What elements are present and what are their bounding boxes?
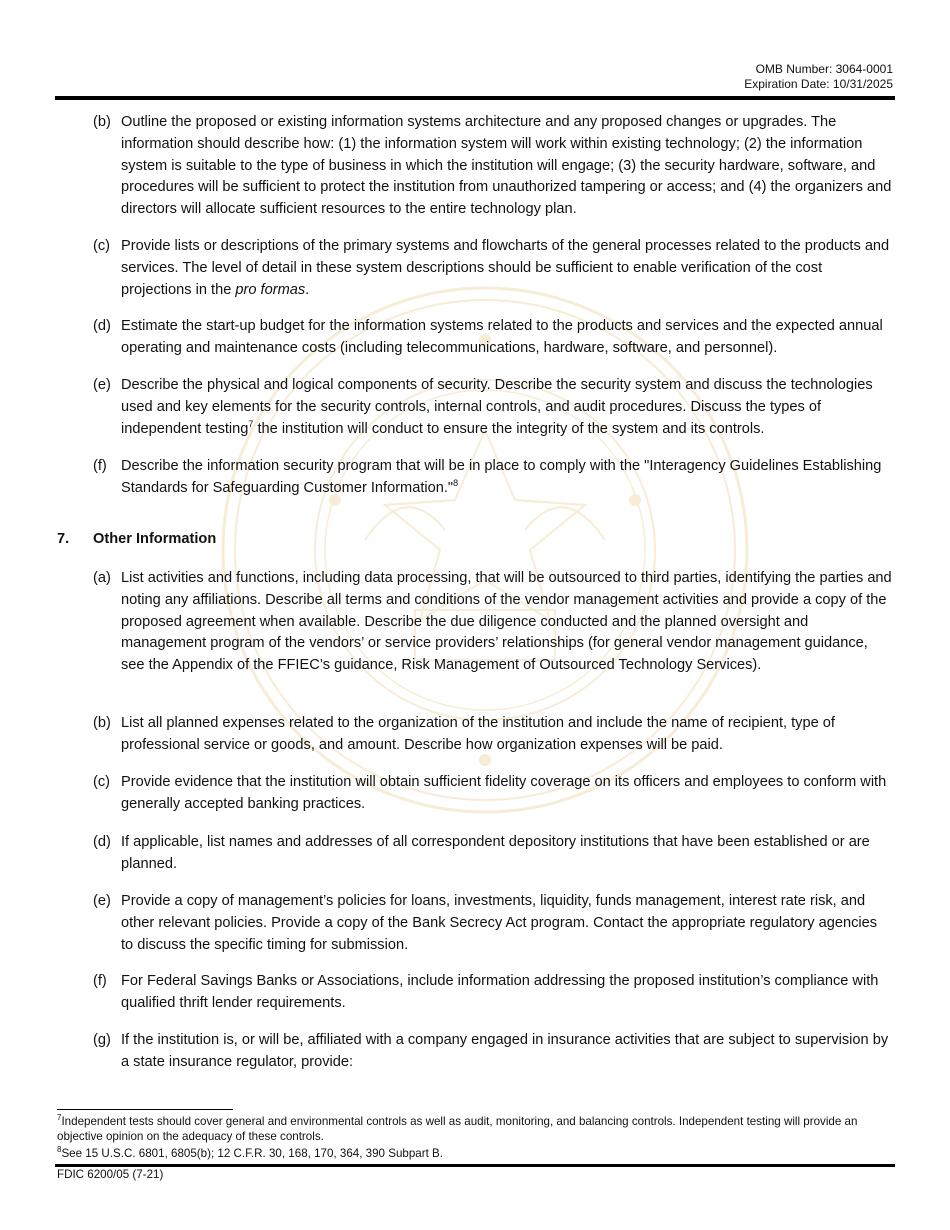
pro-formas-term: pro formas (235, 281, 306, 298)
item-label: (d) (93, 318, 111, 334)
item-label: (d) (93, 834, 111, 850)
item-label: (b) (93, 715, 111, 731)
list-item (93, 971, 893, 1015)
footnote-text: See 15 U.S.C. 6801, 6805(b); 12 C.F.R. 30, 168, 170, 364, 390 Subpart B. (61, 1147, 444, 1160)
list-item (93, 832, 893, 876)
omb-number: OMB Number: 3064-0001 (755, 62, 893, 76)
section-title: Other Information (93, 531, 217, 547)
list-item (93, 316, 893, 360)
item-text: If the institution is, or will be, affiliated with a company engaged in insurance activities that are subject to supervision by a state insurance regulator, provide: (121, 1032, 889, 1070)
list-item (93, 568, 893, 677)
item-text: Provide a copy of management’s policies for loans, investments, liquidity, funds management, interest rate risk, and other relevant policies. Provide a copy of the Bank Secrecy Act program. Contact the appropriate regulatory agencies to discuss the specific timing for submission. (121, 893, 878, 953)
item-text: Estimate the start-up budget for the information systems related to the products and services and the expected annual operating and maintenance costs (including telecommunications, hardware, software, and personnel). (121, 318, 883, 356)
list-item (93, 713, 893, 757)
footnote-number: 7 (57, 1113, 62, 1123)
footnote-number: 8 (57, 1145, 62, 1155)
item-label: (g) (93, 1032, 111, 1048)
item-label: (b) (93, 114, 111, 130)
item-text: Describe the information security program that will be in place to comply with the "Interagency Guidelines Establishing Standards for Safeguarding Customer Information."$^8$ (121, 458, 882, 496)
footnote-rule (57, 1109, 233, 1110)
footnote-ref-8: 8 (453, 477, 459, 488)
list-item (93, 456, 893, 500)
item-text: List all planned expenses related to the organization of the institution and include the name of recipient, type of professional service or goods, and amount. Describe how organization expenses will be paid. (121, 715, 835, 753)
item-text: Describe the physical and logical components of security. Describe the security system and discuss the technologies used and key elements for the security controls, internal controls, and audit procedures. Discuss the types of independent testing$^7$ the institution will conduct to ensure the integrity of the system and its controls. (121, 377, 873, 437)
item-text: Provide evidence that the institution will obtain sufficient fidelity coverage on its officers and employees to conform with generally accepted banking practices. (121, 774, 887, 812)
list-item (93, 891, 893, 956)
footnote-ref-7: 7 (248, 418, 254, 429)
item-text: If applicable, list names and addresses of all correspondent depository institutions that have been established or are planned. (121, 834, 870, 872)
item-text: Provide lists or descriptions of the primary systems and flowcharts of the general processes related to the products and services. The level of detail in these system descriptions should be sufficient to enable verification of the cost projections in the pro formas. (121, 238, 890, 298)
list-item (93, 772, 893, 816)
footnote-8 (57, 1146, 877, 1161)
item-label: (f) (93, 973, 107, 989)
expiration-date: Expiration Date: 10/31/2025 (744, 77, 893, 91)
item-text: For Federal Savings Banks or Associations, include information addressing the proposed institution’s compliance with qualified thrift lender requirements. (121, 973, 879, 1011)
item-label: (c) (93, 774, 111, 790)
item-label: (c) (93, 238, 111, 254)
list-item (93, 375, 893, 440)
list-item (93, 112, 893, 221)
item-label: (a) (93, 570, 111, 586)
item-text: Outline the proposed or existing information systems architecture and any proposed changes or upgrades. The information should describe how: (1) the information system will work within existing technology; (2) the information system is suitable to the type of business in which the institution will engage; (3) the security hardware, software, and procedures will be sufficient to protect the institution from unauthorized tampering or access; and (4) the organizers and directors will allocate sufficient resources to the entire technology plan. (121, 114, 892, 218)
item-label: (f) (93, 458, 107, 474)
section-number: 7. (57, 531, 70, 547)
footnote-text: Independent tests should cover general and environmental controls as well as audit, monitoring, and balancing controls. Independent testing will provide an objective opinion on the adequacy of these controls. (57, 1115, 858, 1143)
list-item (93, 1030, 893, 1074)
header-rule (55, 96, 895, 100)
item-label: (e) (93, 893, 111, 909)
footnote-7 (57, 1114, 877, 1144)
item-text: List activities and functions, including data processing, that will be outsourced to third parties, identifying the parties and noting any affiliations. Describe all terms and conditions of the vendor management activities and provide a copy of the proposed agreement when available. Describe the due diligence conducted and the planned oversight and management program of the vendors’ or service providers’ relationships (for general vendor management guidance, see the Appendix of the FFIEC’s guidance, Risk Management of Outsourced Technology Services). (121, 570, 892, 674)
footer-rule (55, 1164, 895, 1167)
omb-header (744, 62, 893, 92)
list-item (93, 236, 893, 301)
form-number: FDIC 6200/05 (7-21) (57, 1168, 164, 1181)
item-label: (e) (93, 377, 111, 393)
